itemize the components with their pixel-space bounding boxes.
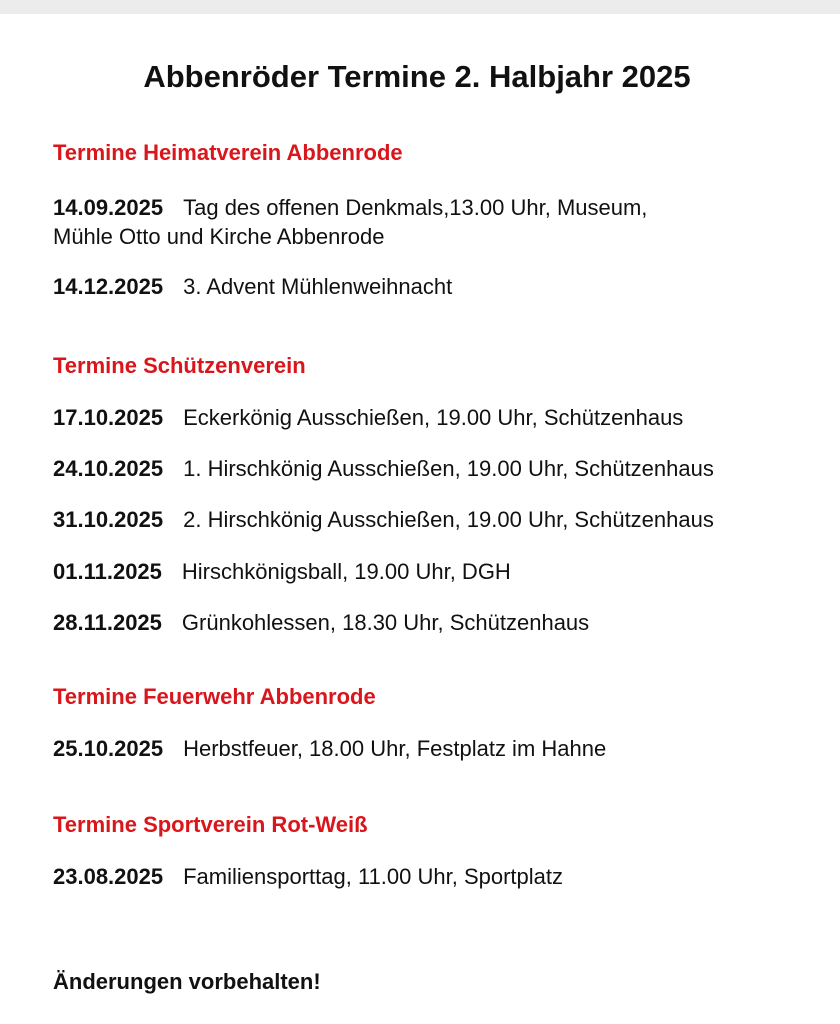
event-description: Hirschkönigsball, 19.00 Uhr, DGH bbox=[181, 559, 511, 584]
event-date: 14.09.2025 bbox=[53, 195, 164, 220]
event-date: 25.10.2025 bbox=[53, 736, 164, 761]
event-entry bbox=[53, 862, 813, 891]
section-title-schuetzenverein: Termine Schützenverein bbox=[53, 353, 306, 378]
event-date: 31.10.2025 bbox=[53, 507, 164, 532]
event-date: 23.08.2025 bbox=[53, 864, 164, 889]
page-title: Abbenröder Termine 2. Halbjahr 2025 bbox=[143, 59, 691, 94]
event-description: 3. Advent Mühlenweihnacht bbox=[183, 274, 453, 299]
event-description: 2. Hirschkönig Ausschießen, 19.00 Uhr, Schützenhaus bbox=[183, 507, 714, 532]
top-bar bbox=[0, 0, 840, 14]
event-entry bbox=[53, 272, 813, 301]
event-entry bbox=[53, 734, 813, 763]
event-date: 14.12.2025 bbox=[53, 274, 164, 299]
event-date: 28.11.2025 bbox=[53, 610, 162, 635]
footer-note: Änderungen vorbehalten! bbox=[53, 969, 321, 994]
event-date: 17.10.2025 bbox=[53, 405, 164, 430]
event-description: Tag des offenen Denkmals,13.00 Uhr, Museum, bbox=[183, 195, 648, 220]
event-description: Herbstfeuer, 18.00 Uhr, Festplatz im Hahne bbox=[183, 736, 607, 761]
event-date: 01.11.2025 bbox=[53, 559, 162, 584]
event-entry bbox=[53, 454, 813, 483]
section-title-heimatverein: Termine Heimatverein Abbenrode bbox=[53, 140, 403, 165]
event-entry bbox=[53, 608, 813, 637]
event-description: Grünkohlessen, 18.30 Uhr, Schützenhaus bbox=[181, 610, 590, 635]
section-title-feuerwehr: Termine Feuerwehr Abbenrode bbox=[53, 684, 376, 709]
event-description: Eckerkönig Ausschießen, 19.00 Uhr, Schützenhaus bbox=[183, 405, 684, 430]
event-date: 24.10.2025 bbox=[53, 456, 164, 481]
event-description: 1. Hirschkönig Ausschießen, 19.00 Uhr, Schützenhaus bbox=[183, 456, 714, 481]
event-entry bbox=[53, 193, 813, 251]
section-title-sportverein: Termine Sportverein Rot-Weiß bbox=[53, 812, 368, 837]
event-entry bbox=[53, 505, 813, 534]
event-description: Familiensporttag, 11.00 Uhr, Sportplatz bbox=[183, 864, 564, 889]
event-entry bbox=[53, 557, 813, 586]
event-description-continued: Mühle Otto und Kirche Abbenrode bbox=[53, 224, 385, 249]
event-entry bbox=[53, 403, 813, 432]
